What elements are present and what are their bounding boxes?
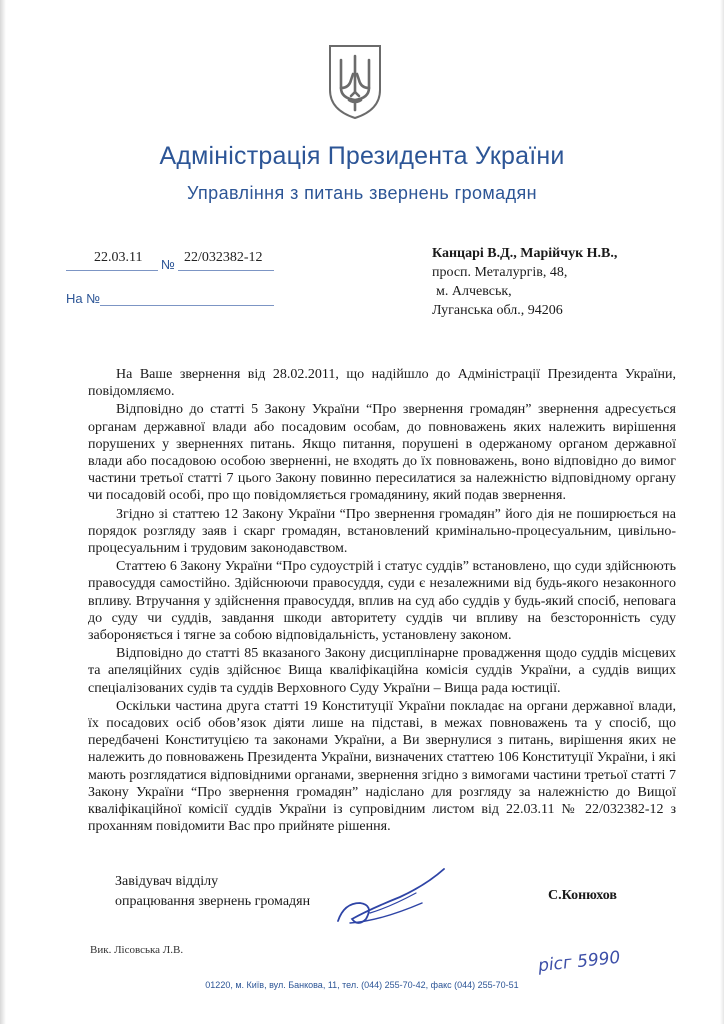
paragraph: На Ваше звернення від 28.02.2011, що надійшло до Адміністрації Президента України, повідомляємо.: [88, 367, 676, 400]
reply-to-underline: [100, 305, 274, 306]
paragraph: Відповідно до статті 5 Закону України “Про звернення громадян” звернення адресується органам державної влади або посадовим особам, до повноважень яких належить вирішення порушених у зверненнях питань. Якщо питання, порушені в одержаному органом державної влади або посадовою особою зверненні, не входять до їх повноважень, воно відповідно до вимог частини третьої статті 7 цього Закону повинно пересилатися за належністю відповідному органу чи посадовій особі, про що повідомляється громадянину, який подав звернення.: [88, 402, 676, 504]
paragraph: Оскільки частина друга статті 19 Конституції України покладає на органи державної влади, їх посадових осіб обов’язок діяти лише на підставі, в межах повноважень та у спосіб, що передбачені Конституцією та законами України, а Ви звернулися з питань, вирішення яких не належить до повноважень Президента України, визначених статтею 106 Конституції України, і які мають розглядатися відповідними органами, звернення згідно з вимогами частини третьої статті 7 Закону України “Про звернення громадян” надіслано для розгляду за належністю до Вищої кваліфікаційної комісії суддів України із супровідним листом від 22.03.11 № 22/032382-12 з проханням повідомити Вас про прийняте рішення.: [88, 698, 676, 835]
addressee-city: м. Алчевськ,: [436, 284, 512, 299]
executor-note: Вик. Лісовська Л.В.: [90, 944, 184, 956]
handwritten-registration-note: рісг 5990: [537, 947, 622, 977]
number-label: №: [161, 257, 175, 272]
handwritten-signature-icon: [330, 863, 450, 933]
letterhead-title: Адміністрація Президента України: [159, 142, 565, 170]
outgoing-date: 22.03.11: [94, 250, 143, 265]
reply-to-label: На №: [66, 291, 101, 306]
letterhead-subtitle: Управління з питань звернень громадян: [187, 183, 537, 203]
letterhead-footer: 01220, м. Київ, вул. Банкова, 11, тел. (044) 255-70-42, факс (044) 255-70-51: [205, 980, 519, 990]
position-line-1: Завідувач відділу: [115, 874, 219, 889]
paragraph: Згідно зі статтею 12 Закону України “Про звернення громадян” його дія не поширюється на порядок розгляду заяв і скарг громадян, встановлений кримінально-процесуальним, цивільно-процесуальним і трудовим законодавством.: [88, 506, 676, 557]
date-underline: [66, 270, 158, 271]
trident-coat-of-arms-icon: [327, 44, 383, 120]
paragraph: Відповідно до статті 85 вказаного Закону дисциплінарне провадження щодо суддів місцевих та апеляційних судів здійснює Вища кваліфікаційна комісія суддів України, а суддів вищих спеціалізованих судів та суддів Верховного Суду України – Вища рада юстиції.: [88, 646, 676, 696]
outgoing-number: 22/032382-12: [184, 250, 263, 265]
addressee-block: [432, 244, 712, 320]
addressee-region: Луганська обл., 94206: [432, 303, 563, 318]
signer-position: [115, 872, 310, 912]
paragraph: Статтею 6 Закону України “Про судоустрій і статус суддів” встановлено, що суди здійснюють правосуддя самостійно. Здійснюючи правосуддя, суди є незалежними від будь-якого незаконного впливу. Втручання у здійснення правосуддя, вплив на суд або суддів у будь-який спосіб, неповага до суду чи суддів, завдання шкоди авторитету суддів чи впливу на безсторонність суду забороняється і тягне за собою відповідальність, установлену законом.: [88, 559, 676, 644]
signer-name: С.Конюхов: [548, 888, 617, 903]
addressee-street: просп. Металургів, 48,: [432, 265, 568, 280]
addressee-name: Канцарі В.Д., Марійчук Н.В.,: [432, 246, 618, 261]
position-line-2: опрацювання звернень громадян: [115, 894, 311, 909]
letter-body: [88, 366, 676, 836]
number-underline: [178, 270, 274, 271]
